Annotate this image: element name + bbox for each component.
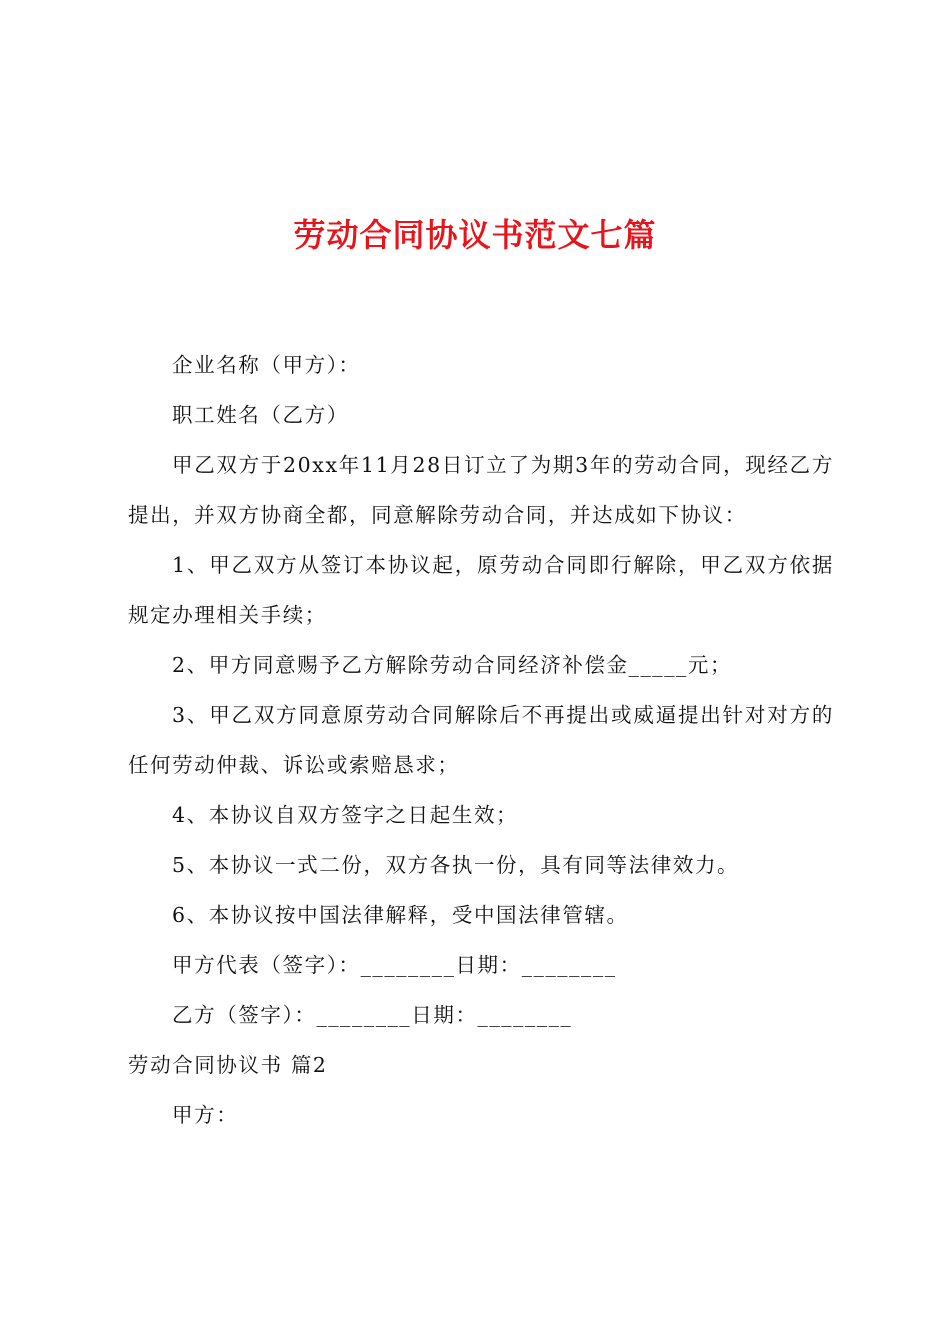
section-heading: 劳动合同协议书 篇2 [128, 1053, 328, 1077]
document-title: 劳动合同协议书范文七篇 [293, 216, 657, 254]
paragraph-intro: 甲乙双方于20xx年11月28日订立了为期3年的劳动合同，现经乙方提出，并双方协商全都，同意解除劳动合同，并达成如下协议： [128, 453, 834, 527]
paragraph-party-a: 甲方： [172, 1103, 239, 1127]
signature-line-party-b: 乙方（签字）：________日期：________ [172, 1003, 573, 1027]
paragraph-clause-5: 5、本协议一式二份，双方各执一份，具有同等法律效力。 [172, 853, 740, 877]
paragraph-party-b-employee: 职工姓名（乙方） [172, 403, 349, 427]
paragraph-clause-3: 3、甲乙双方同意原劳动合同解除后不再提出或威逼提出针对对方的任何劳动仲裁、诉讼或索赔恳求； [128, 703, 834, 777]
signature-line-party-a: 甲方代表（签字）：________日期：________ [172, 953, 617, 977]
paragraph-clause-1: 1、甲乙双方从签订本协议起，原劳动合同即行解除，甲乙双方依据规定办理相关手续； [128, 553, 834, 627]
paragraph-clause-6: 6、本协议按中国法律解释，受中国法律管辖。 [172, 903, 629, 927]
paragraph-party-a-company: 企业名称（甲方）： [172, 353, 361, 377]
document-body [128, 340, 834, 1140]
paragraph-clause-4: 4、本协议自双方签字之日起生效； [172, 803, 519, 827]
paragraph-clause-2: 2、甲方同意赐予乙方解除劳动合同经济补偿金_____元； [172, 653, 733, 677]
